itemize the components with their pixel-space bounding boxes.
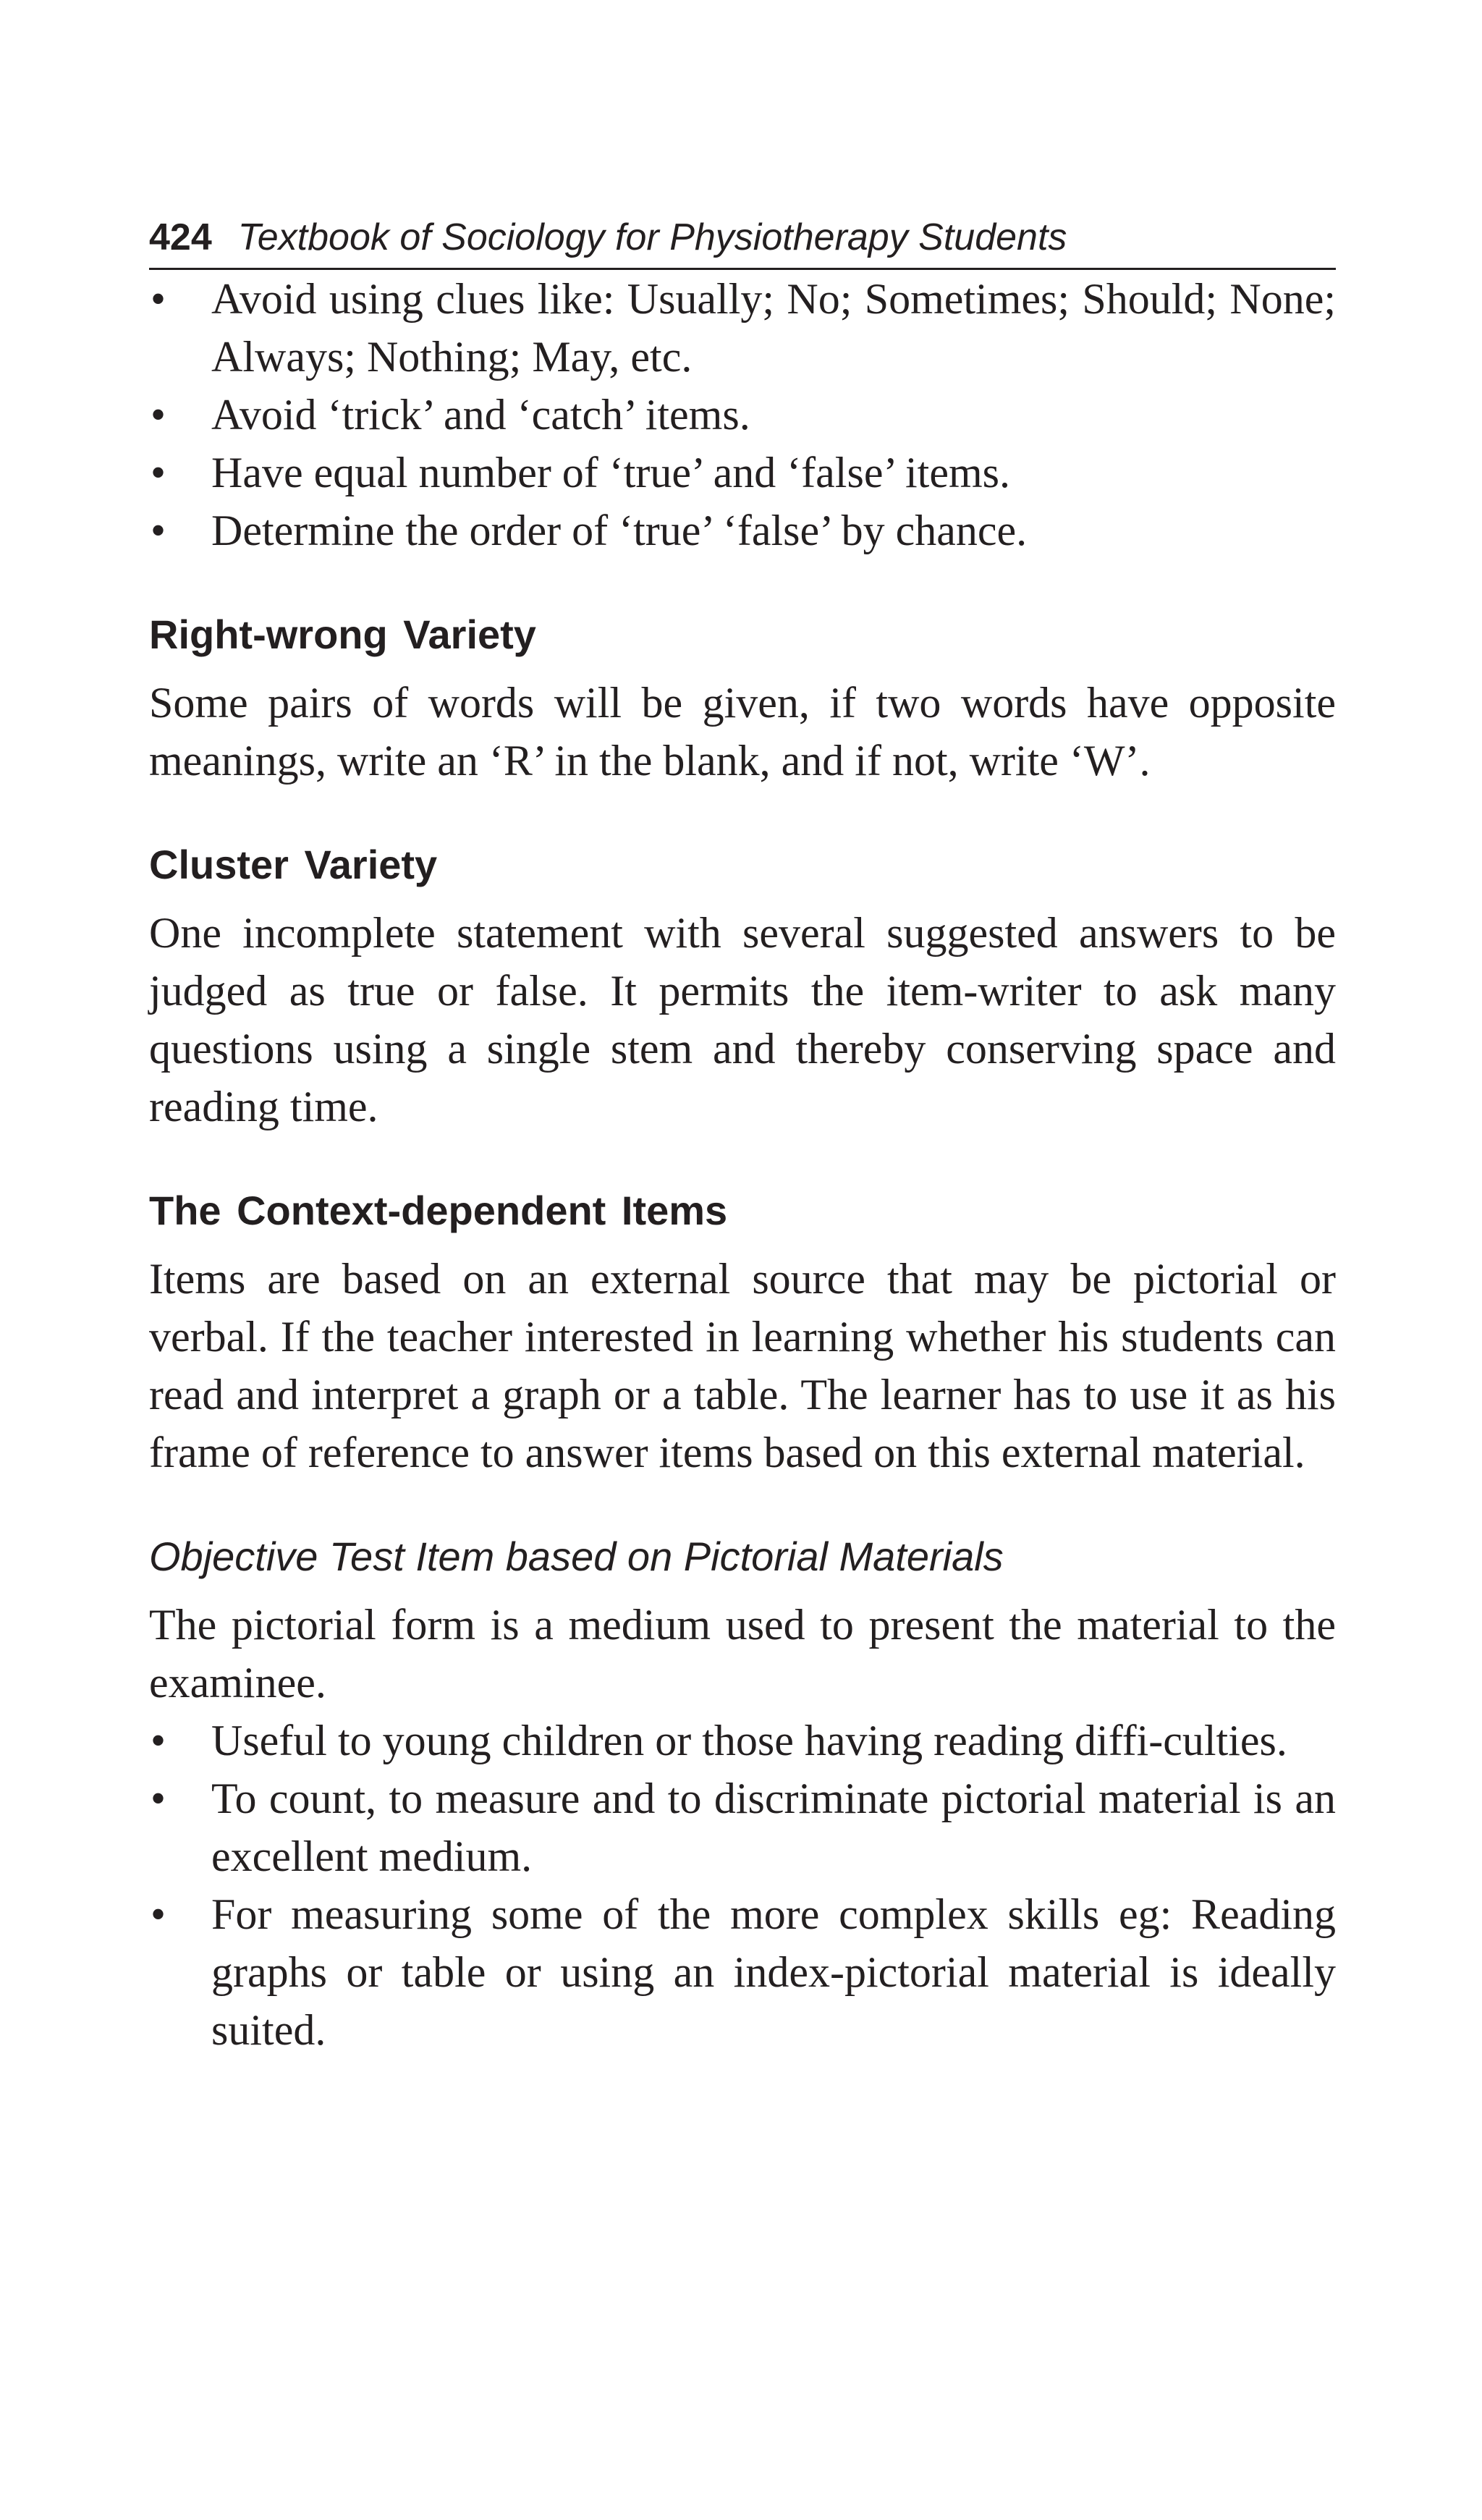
page-number: 424 (149, 216, 212, 258)
pictorial-bullet-list (149, 1712, 1336, 2059)
cluster-paragraph: One incomplete statement with several suggested answers to be judged as true or false. It permits the item-writer to ask many questions using a single stem and thereby conserving space and reading time. (149, 909, 1336, 1130)
list-item-text: Avoid using clues like: Usually; No; Sometimes; Should; None; Always; Nothing; May, etc. (211, 275, 1336, 381)
bullet-icon: • (151, 507, 166, 554)
bullet-icon: • (151, 1890, 166, 1938)
list-item (149, 1885, 1336, 2059)
book-title: Textbook of Sociology for Physiotherapy Students (237, 216, 1067, 258)
bullet-icon: • (151, 1775, 166, 1822)
context-dependent-paragraph: Items are based on an external source that may be pictorial or verbal. If the teacher interested in learning whether his students can read and interpret a graph or a table. The learner has to use it as his frame of reference to answer items based on this external material. (149, 1255, 1336, 1476)
bullet-icon: • (151, 275, 166, 323)
list-item-text: Avoid ‘trick’ and ‘catch’ items. (211, 391, 750, 439)
list-item (149, 444, 1336, 502)
cluster-heading: Cluster Variety (149, 842, 438, 887)
pictorial-paragraph: The pictorial form is a medium used to present the material to the examinee. (149, 1601, 1336, 1707)
running-header (149, 214, 1336, 270)
list-item-text: For measuring some of the more complex skills eg: Reading graphs or table or using an index-pictorial material is ideally suited. (211, 1890, 1336, 2054)
list-item-text: Determine the order of ‘true’ ‘false’ by chance. (211, 507, 1028, 554)
list-item (149, 502, 1336, 559)
bullet-icon: • (151, 449, 166, 496)
bullet-icon: • (151, 391, 166, 439)
book-page (149, 214, 1336, 2059)
context-dependent-heading: The Context-dependent Items (149, 1188, 728, 1233)
right-wrong-heading: Right-wrong Variety (149, 612, 536, 657)
right-wrong-paragraph: Some pairs of words will be given, if two words have opposite meanings, write an ‘R’ in the blank, and if not, write ‘W’. (149, 679, 1336, 785)
list-item-text: To count, to measure and to discriminate pictorial material is an excellent medium. (211, 1775, 1336, 1880)
pictorial-heading: Objective Test Item based on Pictorial Materials (149, 1534, 1004, 1579)
list-item-text: Have equal number of ‘true’ and ‘false’ items. (211, 449, 1010, 496)
list-item (149, 1712, 1336, 1770)
list-item (149, 1770, 1336, 1885)
list-item-text: Useful to young children or those having reading diffi-culties. (211, 1717, 1287, 1764)
list-item (149, 270, 1336, 386)
bullet-icon: • (151, 1717, 166, 1764)
list-item (149, 386, 1336, 444)
true-false-tips-list (149, 270, 1336, 559)
